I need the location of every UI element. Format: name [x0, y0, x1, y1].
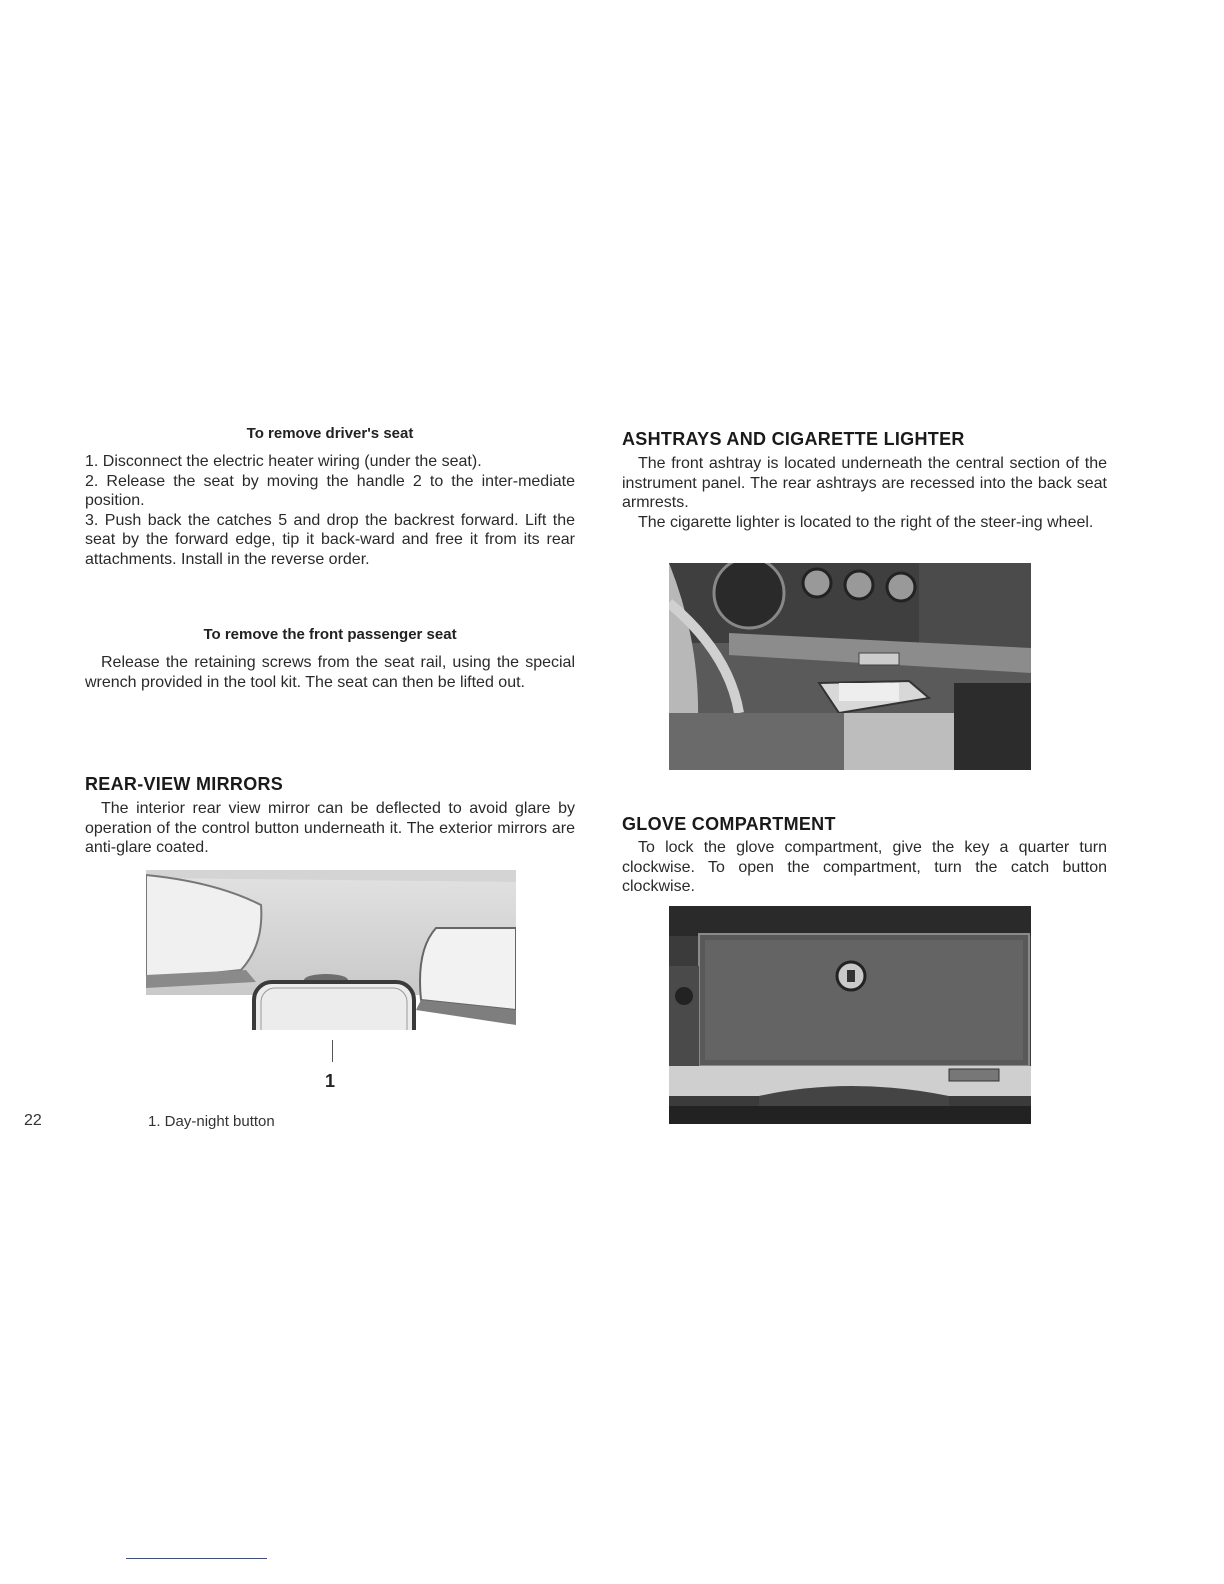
rear-view-mirrors-heading: REAR-VIEW MIRRORS [85, 774, 284, 794]
drivers-seat-subheading: To remove driver's seat [246, 425, 414, 442]
page-number: 22 [24, 1112, 42, 1129]
ashtrays-paragraph-1: The front ashtray is located underneath the central section of the instrument panel. The rear ashtrays are recessed into the back seat armrests. [622, 455, 1107, 511]
callout-number: 1 [325, 1071, 336, 1091]
footer-rule [126, 1558, 267, 1559]
ashtrays-paragraph-2: The cigarette lighter is located to the right of the steer-ing wheel. [638, 513, 1094, 531]
ashtrays-heading: ASHTRAYS AND CIGARETTE LIGHTER [622, 429, 965, 449]
ashtray-dashboard-photo [669, 563, 1031, 770]
step-1: 1. Disconnect the electric heater wiring (under the seat). [85, 453, 482, 470]
figure-caption: 1. Day-night button [148, 1113, 275, 1130]
passenger-seat-subheading: To remove the front passenger seat [203, 626, 457, 643]
passenger-seat-text [85, 653, 575, 692]
mirrors-paragraph: The interior rear view mirror can be deflected to avoid glare by operation of the control button underneath it. The exterior mirrors are anti-glare coated. [85, 800, 575, 856]
rear-view-mirror-photo [146, 870, 516, 1030]
glove-paragraph: To lock the glove compartment, give the key a quarter turn clockwise. To open the compartment, turn the catch button clockwise. [622, 839, 1107, 895]
passenger-seat-paragraph: Release the retaining screws from the seat rail, using the special wrench provided in the tool kit. The seat can then be lifted out. [85, 654, 575, 691]
callout-leader-line [332, 1040, 333, 1062]
glove-text [622, 838, 1107, 897]
step-3: 3. Push back the catches 5 and drop the backrest forward. Lift the seat by the forward edge, tip it back-ward and free it from its rear attachments. Install in the reverse order. [85, 511, 575, 568]
step-2: 2. Release the seat by moving the handle 2 to the inter-mediate position. [85, 472, 575, 509]
drivers-seat-steps [85, 452, 575, 569]
glove-compartment-heading: GLOVE COMPARTMENT [622, 814, 836, 834]
glove-compartment-photo [669, 906, 1031, 1124]
ashtrays-text [622, 454, 1107, 532]
mirrors-text [85, 799, 575, 858]
